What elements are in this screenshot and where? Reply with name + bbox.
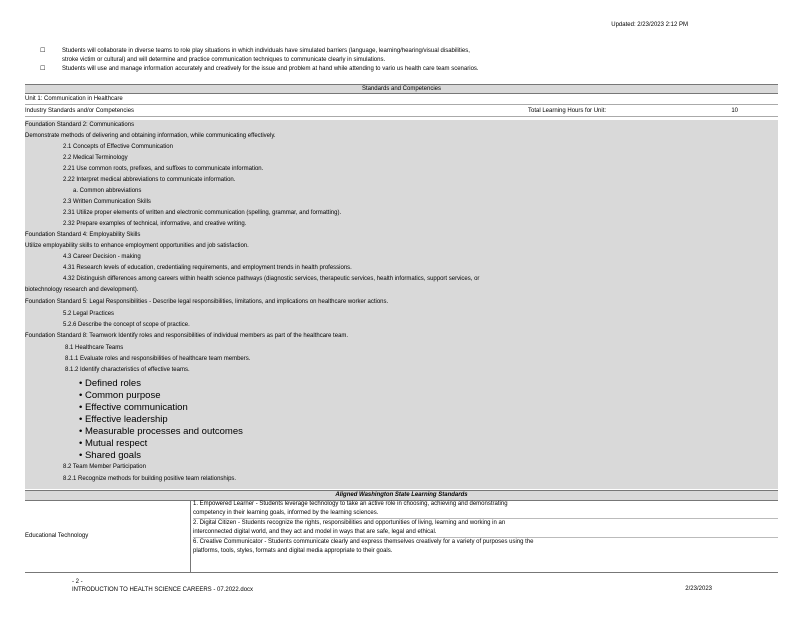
ed-tech-item — [193, 500, 778, 519]
team-bullet: • Effective communication — [79, 402, 188, 413]
competency: 2.21 Use common roots, prefixes, and suffixes to communicate information. — [63, 166, 264, 172]
document-name: INTRODUCTION TO HEALTH SCIENCE CAREERS - 07.2022.docx — [72, 587, 254, 593]
competency: 5.2 Legal Practices — [63, 311, 115, 317]
competency: 8.1.1 Evaluate roles and responsibilities of healthcare team members. — [65, 356, 251, 362]
team-bullet: • Mutual respect — [79, 438, 148, 449]
bullet-text: Students will use and manage information accurately and creatively for the issue and problem at hand while attending to vario us health care team scenarios. — [62, 66, 479, 72]
ed-tech-item-line: interconnected digital world, and they act and model in ways that are safe, legal and ethical. — [193, 529, 437, 535]
competency: 8.2 Team Member Participation — [63, 464, 146, 470]
standard-description: Demonstrate methods of delivering and obtaining information, while communicating effectively. — [25, 133, 276, 139]
foundation-standard: Foundation Standard 4: Employability Skills — [25, 232, 141, 238]
competency: 4.32 Distinguish differences among careers within health science pathways (diagnostic services, therapeutic services, health informatics, support services, or — [63, 276, 480, 282]
competency: biotechnology research and development). — [25, 287, 139, 293]
standard-description: Utilize employability skills to enhance employment opportunities and job satisfaction. — [25, 243, 249, 249]
competency: 8.1 Healthcare Teams — [65, 345, 124, 351]
standards-title: Standards and Competencies — [361, 86, 442, 92]
competency: 2.31 Utilize proper elements of written and electronic communication (spelling, grammar, and formatting). — [63, 210, 342, 216]
team-bullet: • Effective leadership — [79, 414, 168, 425]
foundation-standard: Foundation Standard 5: Legal Responsibilities - Describe legal responsibilities, limitations, and implications on healthcare worker actions. — [25, 299, 389, 305]
bullet-list — [40, 47, 780, 74]
competency: 4.31 Research levels of education, credentialing requirements, and employment trends in health professions. — [63, 265, 352, 271]
competency: a. Common abbreviations — [73, 188, 142, 194]
foundation-standard: Foundation Standard 8: Teamwork Identify roles and responsibilities of individual members as part of the healthcare team. — [25, 333, 349, 339]
unit-row: Unit 1: Communication in Healthcare — [25, 95, 778, 105]
ed-tech-item-line: 1. Empowered Learner - Students leverage technology to take an active role in choosing, achieving and demonstrating — [193, 501, 508, 507]
ed-tech-item-line: competency in their learning goals, informed by the learning sciences. — [193, 510, 379, 516]
competency: 8.1.2 Identify characteristics of effective teams. — [65, 367, 190, 373]
ed-tech-item-line: 2. Digital Citizen - Students recognize the rights, responsibilities and opportunities of living, learning and working in an — [193, 520, 506, 526]
team-bullet: • Defined roles — [79, 378, 141, 389]
checkbox-icon: ☐ — [40, 66, 46, 72]
competency: 2.2 Medical Terminology — [63, 155, 128, 161]
bullet-item — [40, 65, 780, 74]
total-hours — [528, 107, 778, 116]
checkbox-icon: ☐ — [40, 48, 46, 54]
ed-tech-item — [193, 538, 778, 556]
total-hours-label: Total Learning Hours for Unit: — [528, 108, 607, 114]
page-number: - 2 - — [72, 579, 83, 585]
ed-tech-item — [193, 519, 778, 538]
competency: 2.3 Written Communication Skills — [63, 199, 151, 205]
total-hours-value: 10 — [731, 108, 738, 114]
bullet-item — [40, 47, 780, 56]
aligned-standards-header: Aligned Washington State Learning Standards — [25, 490, 778, 501]
team-bullet: • Common purpose — [79, 390, 161, 401]
standards-header — [25, 84, 778, 94]
competency: 2.22 Interpret medical abbreviations to communicate information. — [63, 177, 236, 183]
team-bullet: • Measurable processes and outcomes — [79, 426, 243, 437]
bullet-continuation: stroke victim or cultural) and will determine and practice communication techniques to communicate clearly in simulations. — [62, 57, 386, 63]
competency: 8.2.1 Recognize methods for building positive team relationships. — [63, 476, 237, 482]
competency: 2.1 Concepts of Effective Communication — [63, 144, 173, 150]
foundation-standard: Foundation Standard 2: Communications — [25, 122, 135, 128]
competency: 5.2.6 Describe the concept of scope of practice. — [63, 322, 190, 328]
competency: 4.3 Career Decision - making — [63, 254, 141, 260]
footer-date: 2/23/2023 — [685, 586, 712, 592]
industry-row — [25, 107, 778, 117]
team-bullet: • Shared goals — [79, 450, 141, 461]
footer — [72, 578, 253, 594]
ed-tech-item-line: platforms, tools, styles, formats and digital media appropriate to their goals. — [193, 548, 393, 554]
ed-tech-item-line: 6. Creative Communicator - Students communicate clearly and express themselves creatively for a variety of purposes using the — [193, 539, 534, 545]
competency: 2.32 Prepare examples of technical, informative, and creative writing. — [63, 221, 247, 227]
bullet-text: Students will collaborate in diverse teams to role play situations in which individuals have simulated barriers (language, learning/hearing/visual disabilities, — [62, 48, 470, 54]
updated-timestamp: Updated: 2/23/2023 2:12 PM — [611, 22, 688, 28]
educational-technology-table — [25, 500, 778, 573]
standards-content — [25, 120, 778, 489]
ed-tech-label: Educational Technology — [25, 500, 191, 572]
ed-tech-items — [191, 500, 778, 572]
industry-label: Industry Standards and/or Competencies — [25, 108, 135, 114]
